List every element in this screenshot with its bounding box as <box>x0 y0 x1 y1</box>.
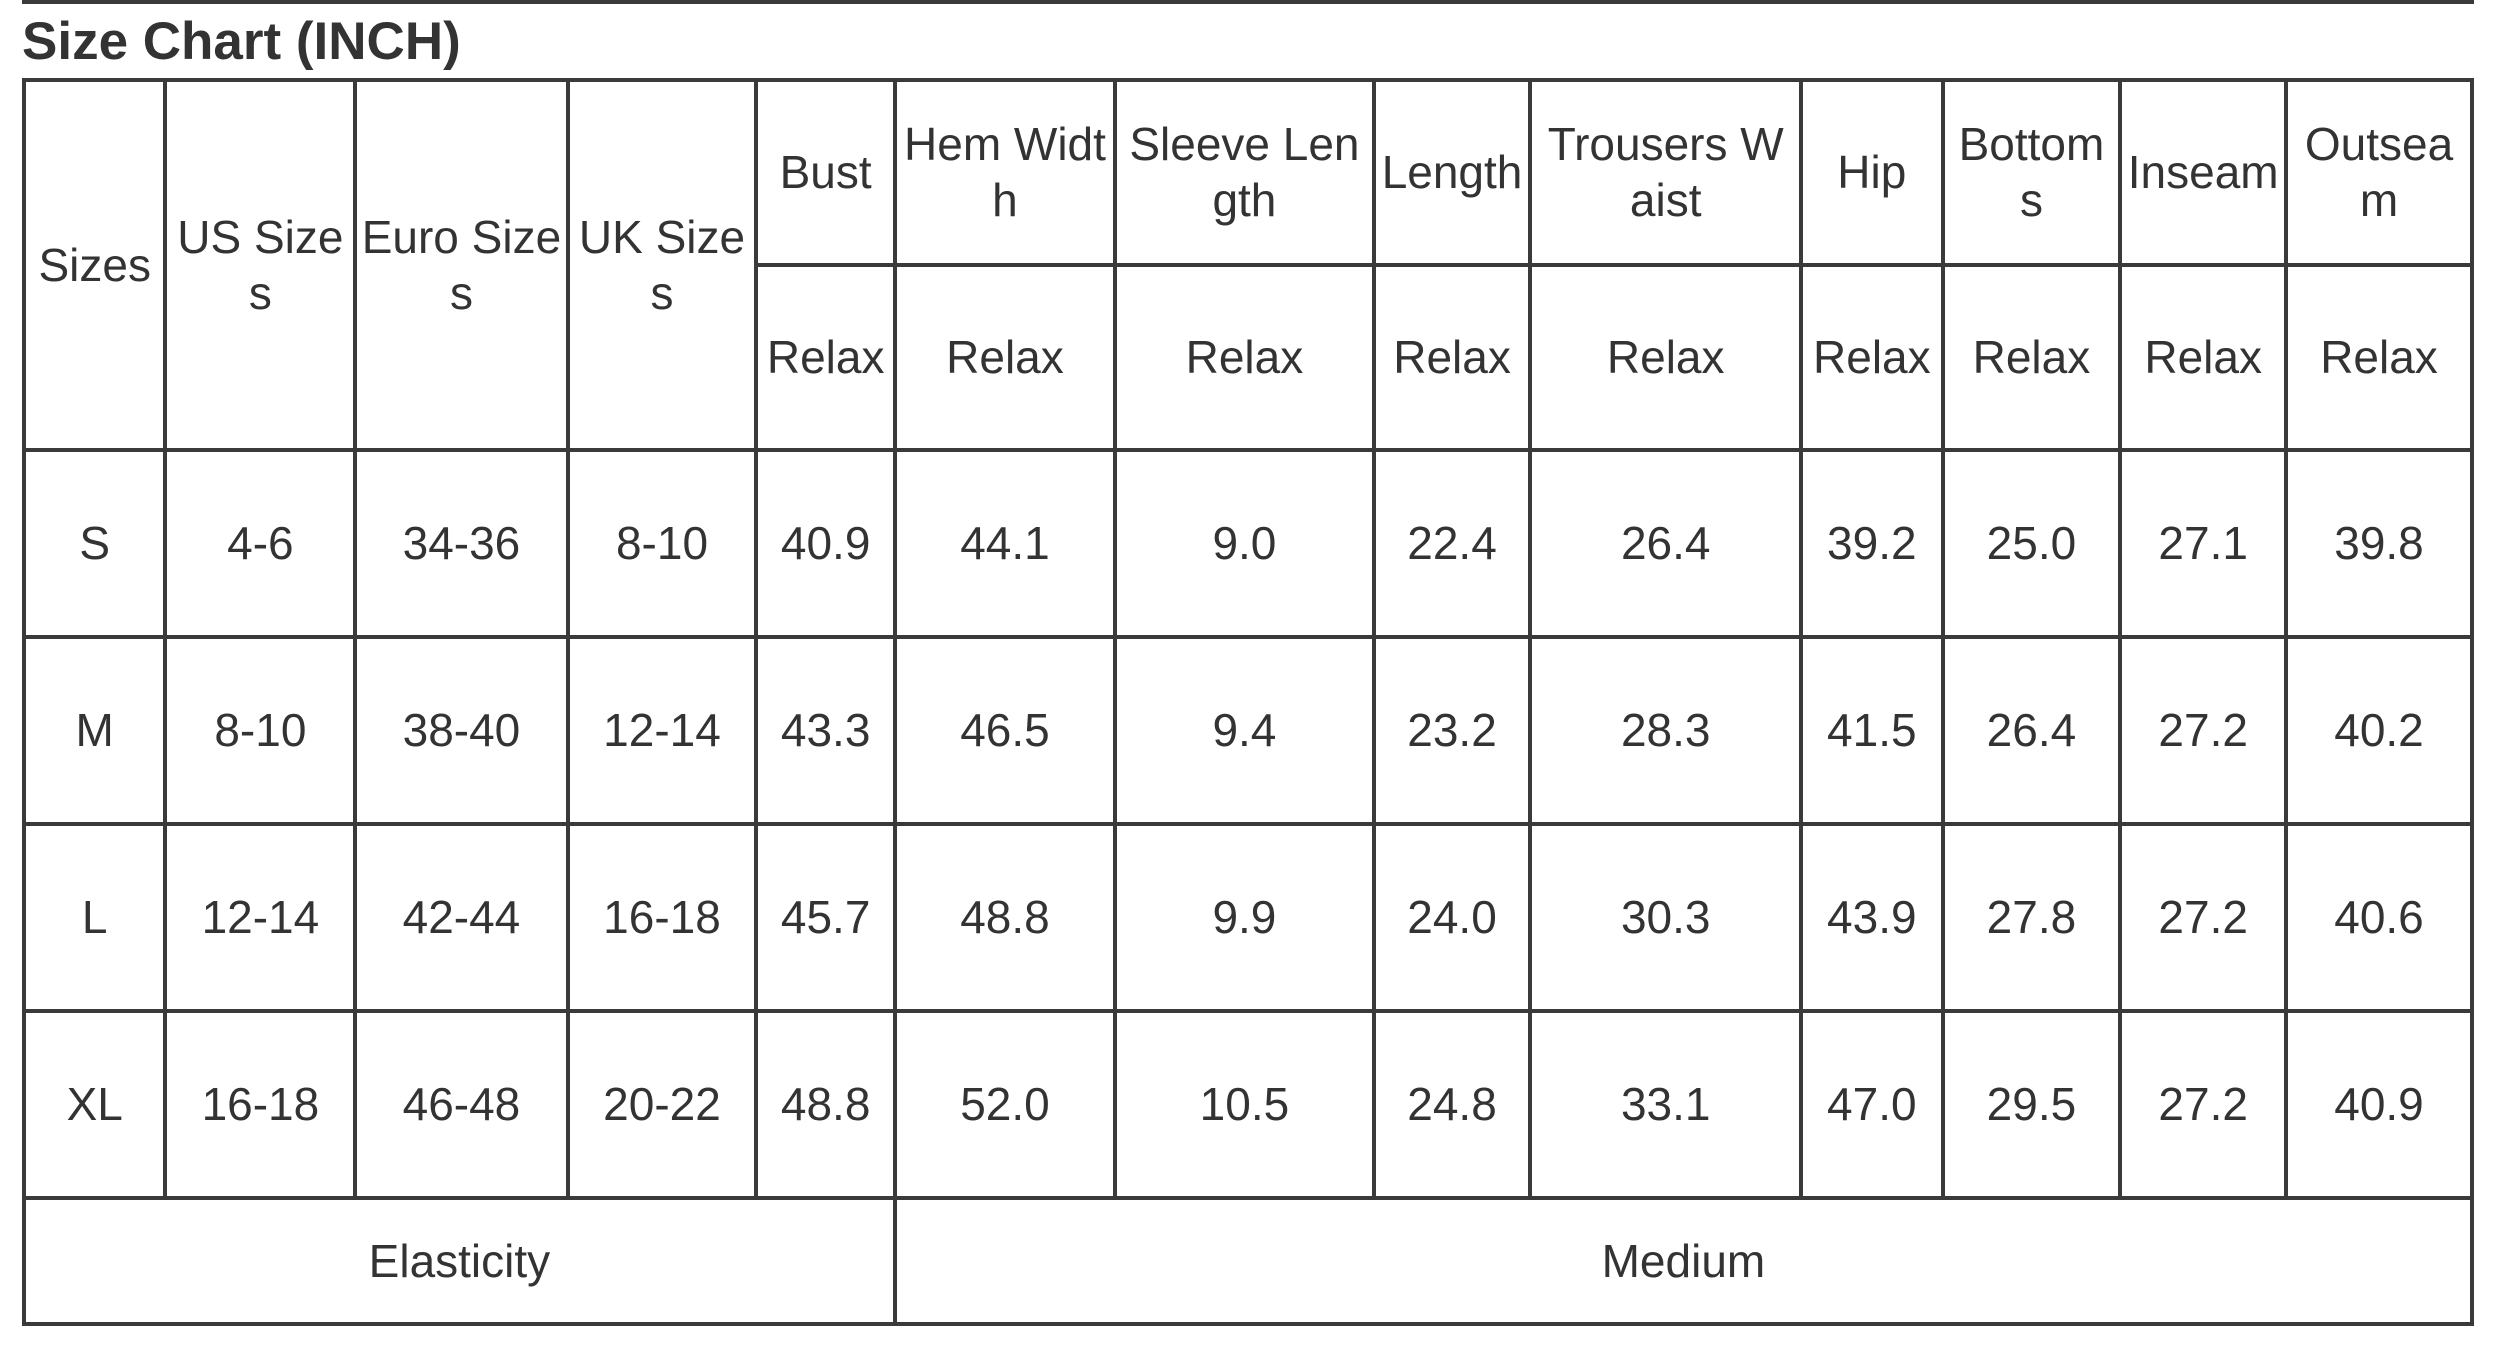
table-row <box>26 452 2470 635</box>
cell-sleeve-length: 9.4 <box>1117 639 1372 822</box>
cell-hem-width: 48.8 <box>897 826 1113 1009</box>
header-bust: Bust <box>758 82 892 263</box>
cell-hip: 47.0 <box>1803 1013 1940 1196</box>
cell-length: 23.2 <box>1376 639 1529 822</box>
cell-bust: 43.3 <box>758 639 892 822</box>
cell-inseam: 27.2 <box>2122 1013 2284 1196</box>
cell-us-size: 12-14 <box>167 826 353 1009</box>
header-hem-width: Hem Width <box>897 82 1113 263</box>
cell-hip: 41.5 <box>1803 639 1940 822</box>
previous-table-edge <box>22 0 2474 4</box>
header-us-sizes: US Sizes <box>167 82 353 448</box>
header-euro-sizes: Euro Sizes <box>357 82 565 448</box>
cell-outseam: 40.6 <box>2288 826 2470 1009</box>
cell-uk-size: 12-14 <box>570 639 755 822</box>
cell-euro-size: 38-40 <box>357 639 565 822</box>
cell-sleeve-length: 9.0 <box>1117 452 1372 635</box>
subheader-relax: Relax <box>2288 267 2470 448</box>
subheader-relax: Relax <box>758 267 892 448</box>
cell-euro-size: 42-44 <box>357 826 565 1009</box>
cell-inseam: 27.2 <box>2122 826 2284 1009</box>
cell-size: L <box>26 826 163 1009</box>
cell-length: 24.8 <box>1376 1013 1529 1196</box>
table-row <box>26 639 2470 822</box>
cell-trousers-waist: 30.3 <box>1532 826 1799 1009</box>
cell-hem-width: 46.5 <box>897 639 1113 822</box>
elasticity-label: Elasticity <box>26 1200 893 1322</box>
cell-length: 22.4 <box>1376 452 1529 635</box>
header-sleeve-length: Sleeve Length <box>1117 82 1372 263</box>
cell-bust: 48.8 <box>758 1013 892 1196</box>
subheader-relax: Relax <box>897 267 1113 448</box>
cell-hem-width: 52.0 <box>897 1013 1113 1196</box>
cell-sleeve-length: 9.9 <box>1117 826 1372 1009</box>
subheader-relax: Relax <box>1803 267 1940 448</box>
cell-inseam: 27.1 <box>2122 452 2284 635</box>
subheader-relax: Relax <box>1532 267 1799 448</box>
cell-size: XL <box>26 1013 163 1196</box>
cell-us-size: 4-6 <box>167 452 353 635</box>
header-outseam: Outseam <box>2288 82 2470 263</box>
cell-trousers-waist: 28.3 <box>1532 639 1799 822</box>
cell-trousers-waist: 33.1 <box>1532 1013 1799 1196</box>
cell-bust: 45.7 <box>758 826 892 1009</box>
cell-bottoms: 27.8 <box>1945 826 2119 1009</box>
header-row <box>26 82 2470 263</box>
header-inseam: Inseam <box>2122 82 2284 263</box>
size-chart-table <box>22 78 2474 1326</box>
cell-uk-size: 8-10 <box>570 452 755 635</box>
subheader-relax: Relax <box>1117 267 1372 448</box>
footer-row <box>26 1200 2470 1322</box>
cell-trousers-waist: 26.4 <box>1532 452 1799 635</box>
cell-hip: 39.2 <box>1803 452 1940 635</box>
header-length: Length <box>1376 82 1529 263</box>
cell-sleeve-length: 10.5 <box>1117 1013 1372 1196</box>
cell-euro-size: 46-48 <box>357 1013 565 1196</box>
cell-inseam: 27.2 <box>2122 639 2284 822</box>
cell-euro-size: 34-36 <box>357 452 565 635</box>
cell-size: S <box>26 452 163 635</box>
cell-bottoms: 29.5 <box>1945 1013 2119 1196</box>
elasticity-value: Medium <box>897 1200 2470 1322</box>
cell-bottoms: 25.0 <box>1945 452 2119 635</box>
header-trousers-waist: Trousers Waist <box>1532 82 1799 263</box>
cell-size: M <box>26 639 163 822</box>
header-sizes: Sizes <box>26 82 163 448</box>
cell-length: 24.0 <box>1376 826 1529 1009</box>
subheader-relax: Relax <box>1376 267 1529 448</box>
subheader-relax: Relax <box>1945 267 2119 448</box>
cell-bottoms: 26.4 <box>1945 639 2119 822</box>
cell-hem-width: 44.1 <box>897 452 1113 635</box>
cell-outseam: 40.2 <box>2288 639 2470 822</box>
page-title: Size Chart (INCH) <box>22 12 461 71</box>
cell-hip: 43.9 <box>1803 826 1940 1009</box>
cell-uk-size: 20-22 <box>570 1013 755 1196</box>
cell-us-size: 16-18 <box>167 1013 353 1196</box>
cell-us-size: 8-10 <box>167 639 353 822</box>
table-row <box>26 1013 2470 1196</box>
cell-outseam: 39.8 <box>2288 452 2470 635</box>
cell-outseam: 40.9 <box>2288 1013 2470 1196</box>
header-hip: Hip <box>1803 82 1940 263</box>
header-bottoms: Bottoms <box>1945 82 2119 263</box>
table-row <box>26 826 2470 1009</box>
cell-uk-size: 16-18 <box>570 826 755 1009</box>
subheader-relax: Relax <box>2122 267 2284 448</box>
cell-bust: 40.9 <box>758 452 892 635</box>
header-uk-sizes: UK Sizes <box>570 82 755 448</box>
